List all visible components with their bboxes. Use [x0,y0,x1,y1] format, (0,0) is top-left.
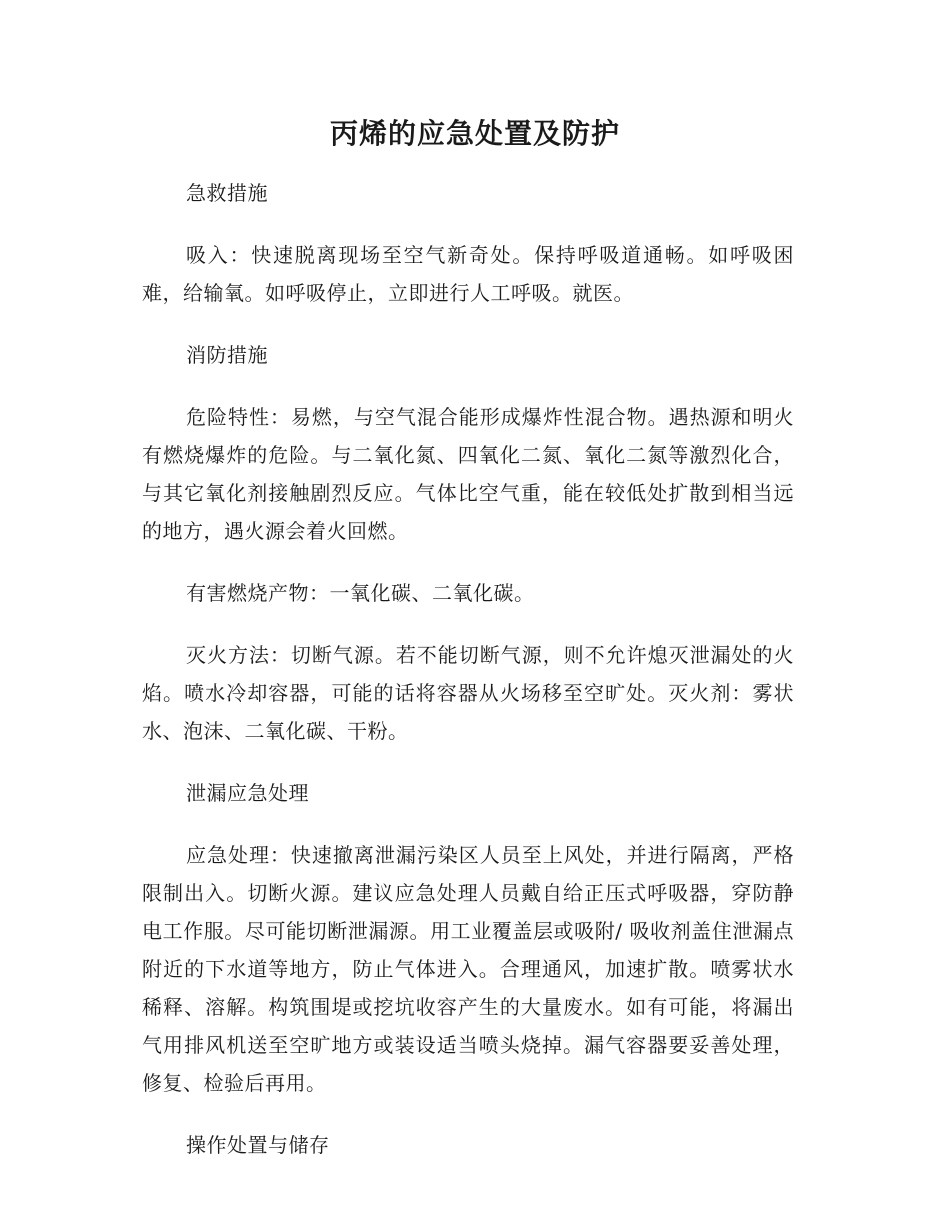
document-body [142,174,794,1164]
paragraph-inhalation: 吸入：快速脱离现场至空气新奇处。保持呼吸道通畅。如呼吸困难，给输氧。如呼吸停止，立即进行人工呼吸。就医。 [142,243,794,305]
section-heading-first-aid: 急救措施 [186,181,268,205]
paragraph-fire-hazard: 危险特性：易燃，与空气混合能形成爆炸性混合物。遇热源和明火有燃烧爆炸的危险。与二氧化氮、四氧化二氮、氧化二氮等激烈化合，与其它氧化剂接触剧烈反应。气体比空气重，能在较低处扩散到相当远的地方，遇火源会着火回燃。 [142,405,794,543]
section-heading-handling: 操作处置与储存 [186,1133,330,1157]
document-title: 丙烯的应急处置及防护 [329,117,620,150]
section-heading-fire: 消防措施 [186,343,268,367]
paragraph-extinguishing: 灭火方法：切断气源。若不能切断气源，则不允许熄灭泄漏处的火焰。喷水冷却容器，可能的话将容器从火场移至空旷处。灭火剂：雾状水、泡沫、二氧化碳、干粉。 [142,643,794,743]
paragraph-leak-response: 应急处理：快速撤离泄漏污染区人员至上风处，并进行隔离，严格限制出入。切断火源。建议应急处理人员戴自给正压式呼吸器，穿防静电工作服。尽可能切断泄漏源。用工业覆盖层或吸附/ 吸收剂盖住泄漏点附近的下水道等地方，防止气体进入。合理通风，加速扩散。喷雾状水稀释、溶解。构筑围堤或挖坑收容产生的大量废水。如有可能，将漏出气用排风机送至空旷地方或装设适当喷头烧掉。漏气容器要妥善处理，修复、检验后再用。 [142,843,794,1095]
paragraph-combustion-products: 有害燃烧产物：一氧化碳、二氧化碳。 [186,581,535,605]
section-heading-leak: 泄漏应急处理 [186,781,309,805]
